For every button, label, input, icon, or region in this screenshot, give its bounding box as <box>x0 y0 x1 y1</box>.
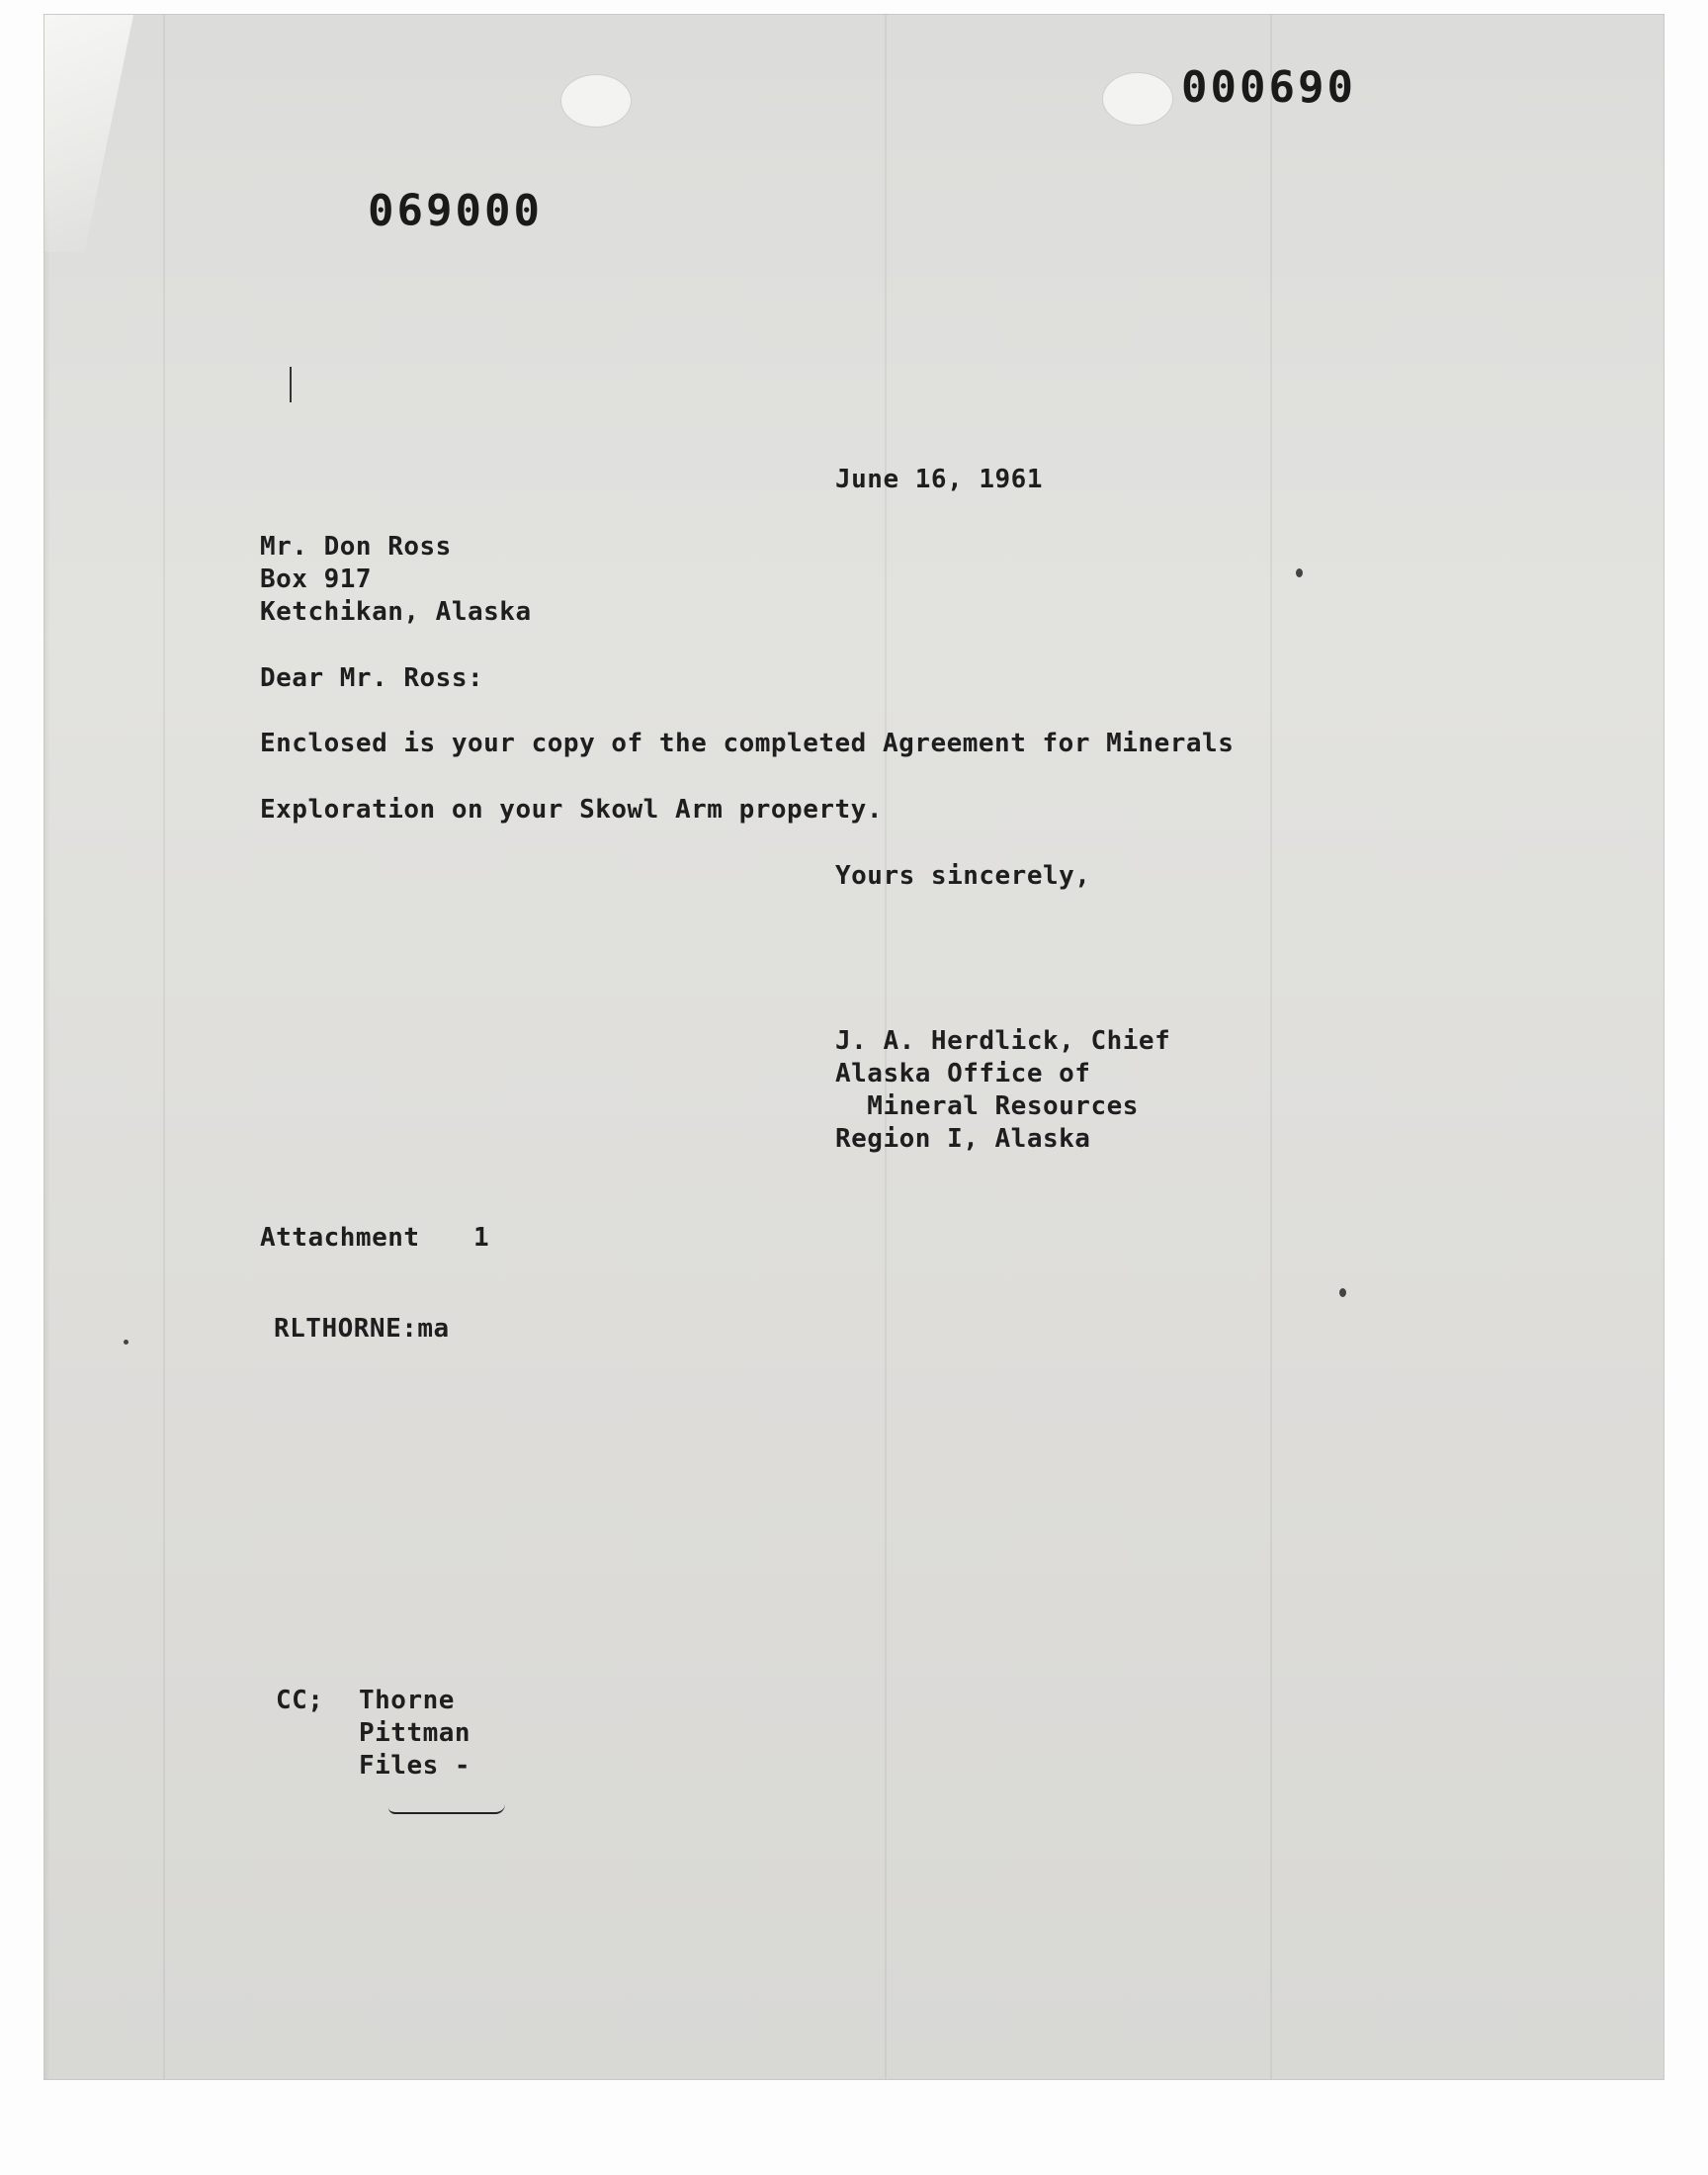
speck <box>124 1340 128 1345</box>
speck <box>1339 1288 1346 1297</box>
letter-date: June 16, 1961 <box>835 465 1043 494</box>
scan-streak <box>163 15 165 2079</box>
handwritten-underline <box>388 1804 505 1814</box>
recipient-name: Mr. Don Ross <box>260 532 452 562</box>
attachment-count: 1 <box>473 1223 490 1253</box>
punch-hole <box>560 74 632 128</box>
cc-recipient: Thorne <box>359 1686 455 1715</box>
cc-recipient: Files - <box>359 1751 471 1781</box>
salutation: Dear Mr. Ross: <box>260 663 484 693</box>
recipient-address: Box 917 <box>260 565 373 594</box>
signature-line: Alaska Office of <box>835 1059 1091 1088</box>
punch-hole <box>1102 72 1173 126</box>
cc-label: CC; <box>276 1686 324 1715</box>
document-number-stamp-inverted: 000690 <box>365 183 540 233</box>
recipient-city: Ketchikan, Alaska <box>260 597 532 627</box>
margin-mark <box>290 367 292 402</box>
document-number-stamp: 000690 <box>1181 62 1356 113</box>
speck <box>1296 568 1303 577</box>
scan-streak <box>1270 15 1272 2079</box>
signature-line: J. A. Herdlick, Chief <box>835 1026 1171 1056</box>
torn-corner <box>44 15 133 252</box>
body-line: Exploration on your Skowl Arm property. <box>260 795 883 825</box>
typist-initials: RLTHORNE:ma <box>274 1314 450 1344</box>
cc-recipient: Pittman <box>359 1718 471 1748</box>
signature-line: Region I, Alaska <box>835 1124 1091 1154</box>
closing: Yours sincerely, <box>835 861 1091 891</box>
signature-line: Mineral Resources <box>835 1091 1139 1121</box>
attachment-label: Attachment <box>260 1223 420 1253</box>
letter-page <box>43 14 1665 2080</box>
body-line: Enclosed is your copy of the completed Agreement for Minerals <box>260 729 1235 758</box>
